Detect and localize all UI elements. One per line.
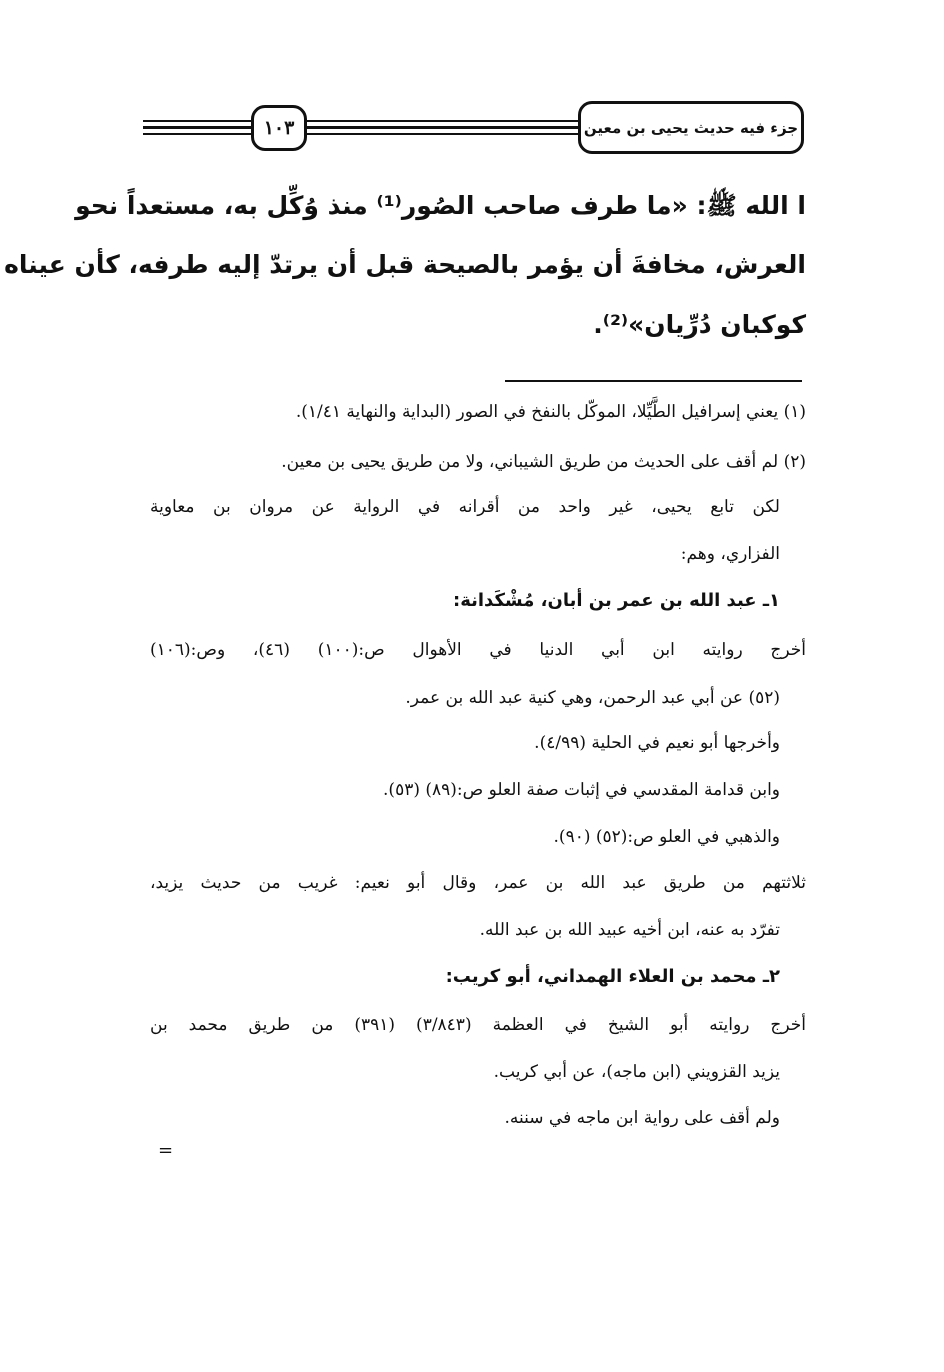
- footnote-line: تفرّد به عنه، ابن أخيه عبيد الله بن عبد الله.: [479, 920, 780, 940]
- footnote-line: (١) يعني إسرافيل الطَّيِّلا، الموكّل بالنفخ في الصور (البداية والنهاية ١/٤١).: [295, 402, 806, 422]
- page-number: ١٠٣: [251, 105, 307, 151]
- main-text-line: ا الله ﷺ: «ما طرف صاحب الصُور⁽¹⁾ منذ وُكِّل به، مستعداً نحو: [75, 191, 806, 220]
- footnote-line: وابن قدامة المقدسي في إثبات صفة العلو ص:(٨٩) (٥٣).: [383, 780, 780, 800]
- header-rule: [143, 126, 580, 129]
- footnote-line: وأخرجها أبو نعيم في الحلية (٤/٩٩).: [534, 733, 780, 753]
- header-rule: [143, 120, 580, 122]
- header-rule: [143, 133, 580, 135]
- footnote-line: أخرج روايته أبو الشيخ في العظمة (٣/٨٤٣) (٣٩١) من طريق محمد بن: [150, 1015, 806, 1035]
- footnote-line: يزيد القزويني (ابن ماجه)، عن أبي كريب.: [493, 1062, 780, 1082]
- footnote-subheading: ١ـ عبد الله بن عمر بن أبان، مُشْكَدانة:: [453, 590, 780, 611]
- footnote-line: (٥٢) عن أبي عبد الرحمن، وهي كنية عبد الله بن عمر.: [405, 688, 780, 708]
- footnote-separator: [505, 380, 802, 382]
- footnote-line: ولم أقف على رواية ابن ماجه في سننه.: [504, 1108, 780, 1128]
- footnote-line: ثلاثتهم من طريق عبد الله بن عمر، وقال أبو نعيم: غريب من حديث يزيد،: [150, 873, 806, 893]
- footnote-subheading: ٢ـ محمد بن العلاء الهمداني، أبو كريب:: [445, 966, 780, 987]
- footnote-line: (٢) لم أقف على الحديث من طريق الشيباني، ولا من طريق يحيى بن معين.: [281, 452, 806, 472]
- footnote-line: والذهبي في العلو ص:(٥٢) (٩٠).: [553, 827, 780, 847]
- footnote-line: لكن تابع يحيى، غير واحد من أقرانه في الرواية عن مروان بن معاوية: [150, 497, 780, 517]
- continuation-mark: =: [158, 1140, 174, 1161]
- footnote-line: أخرج روايته ابن أبي الدنيا في الأهوال ص:(١٠٠) (٤٦)، وص:(١٠٦): [150, 640, 806, 660]
- footnote-line: الفزاري، وهم:: [680, 544, 780, 564]
- running-title: جزء فيه حديث يحيى بن معين: [578, 101, 804, 154]
- main-text-line: كوكبان دُرِّيان»⁽²⁾.: [593, 310, 806, 339]
- main-text-line: العرش، مخافةَ أن يؤمر بالصيحة قبل أن يرتدّ إليه طرفه، كأن عيناه: [4, 250, 806, 279]
